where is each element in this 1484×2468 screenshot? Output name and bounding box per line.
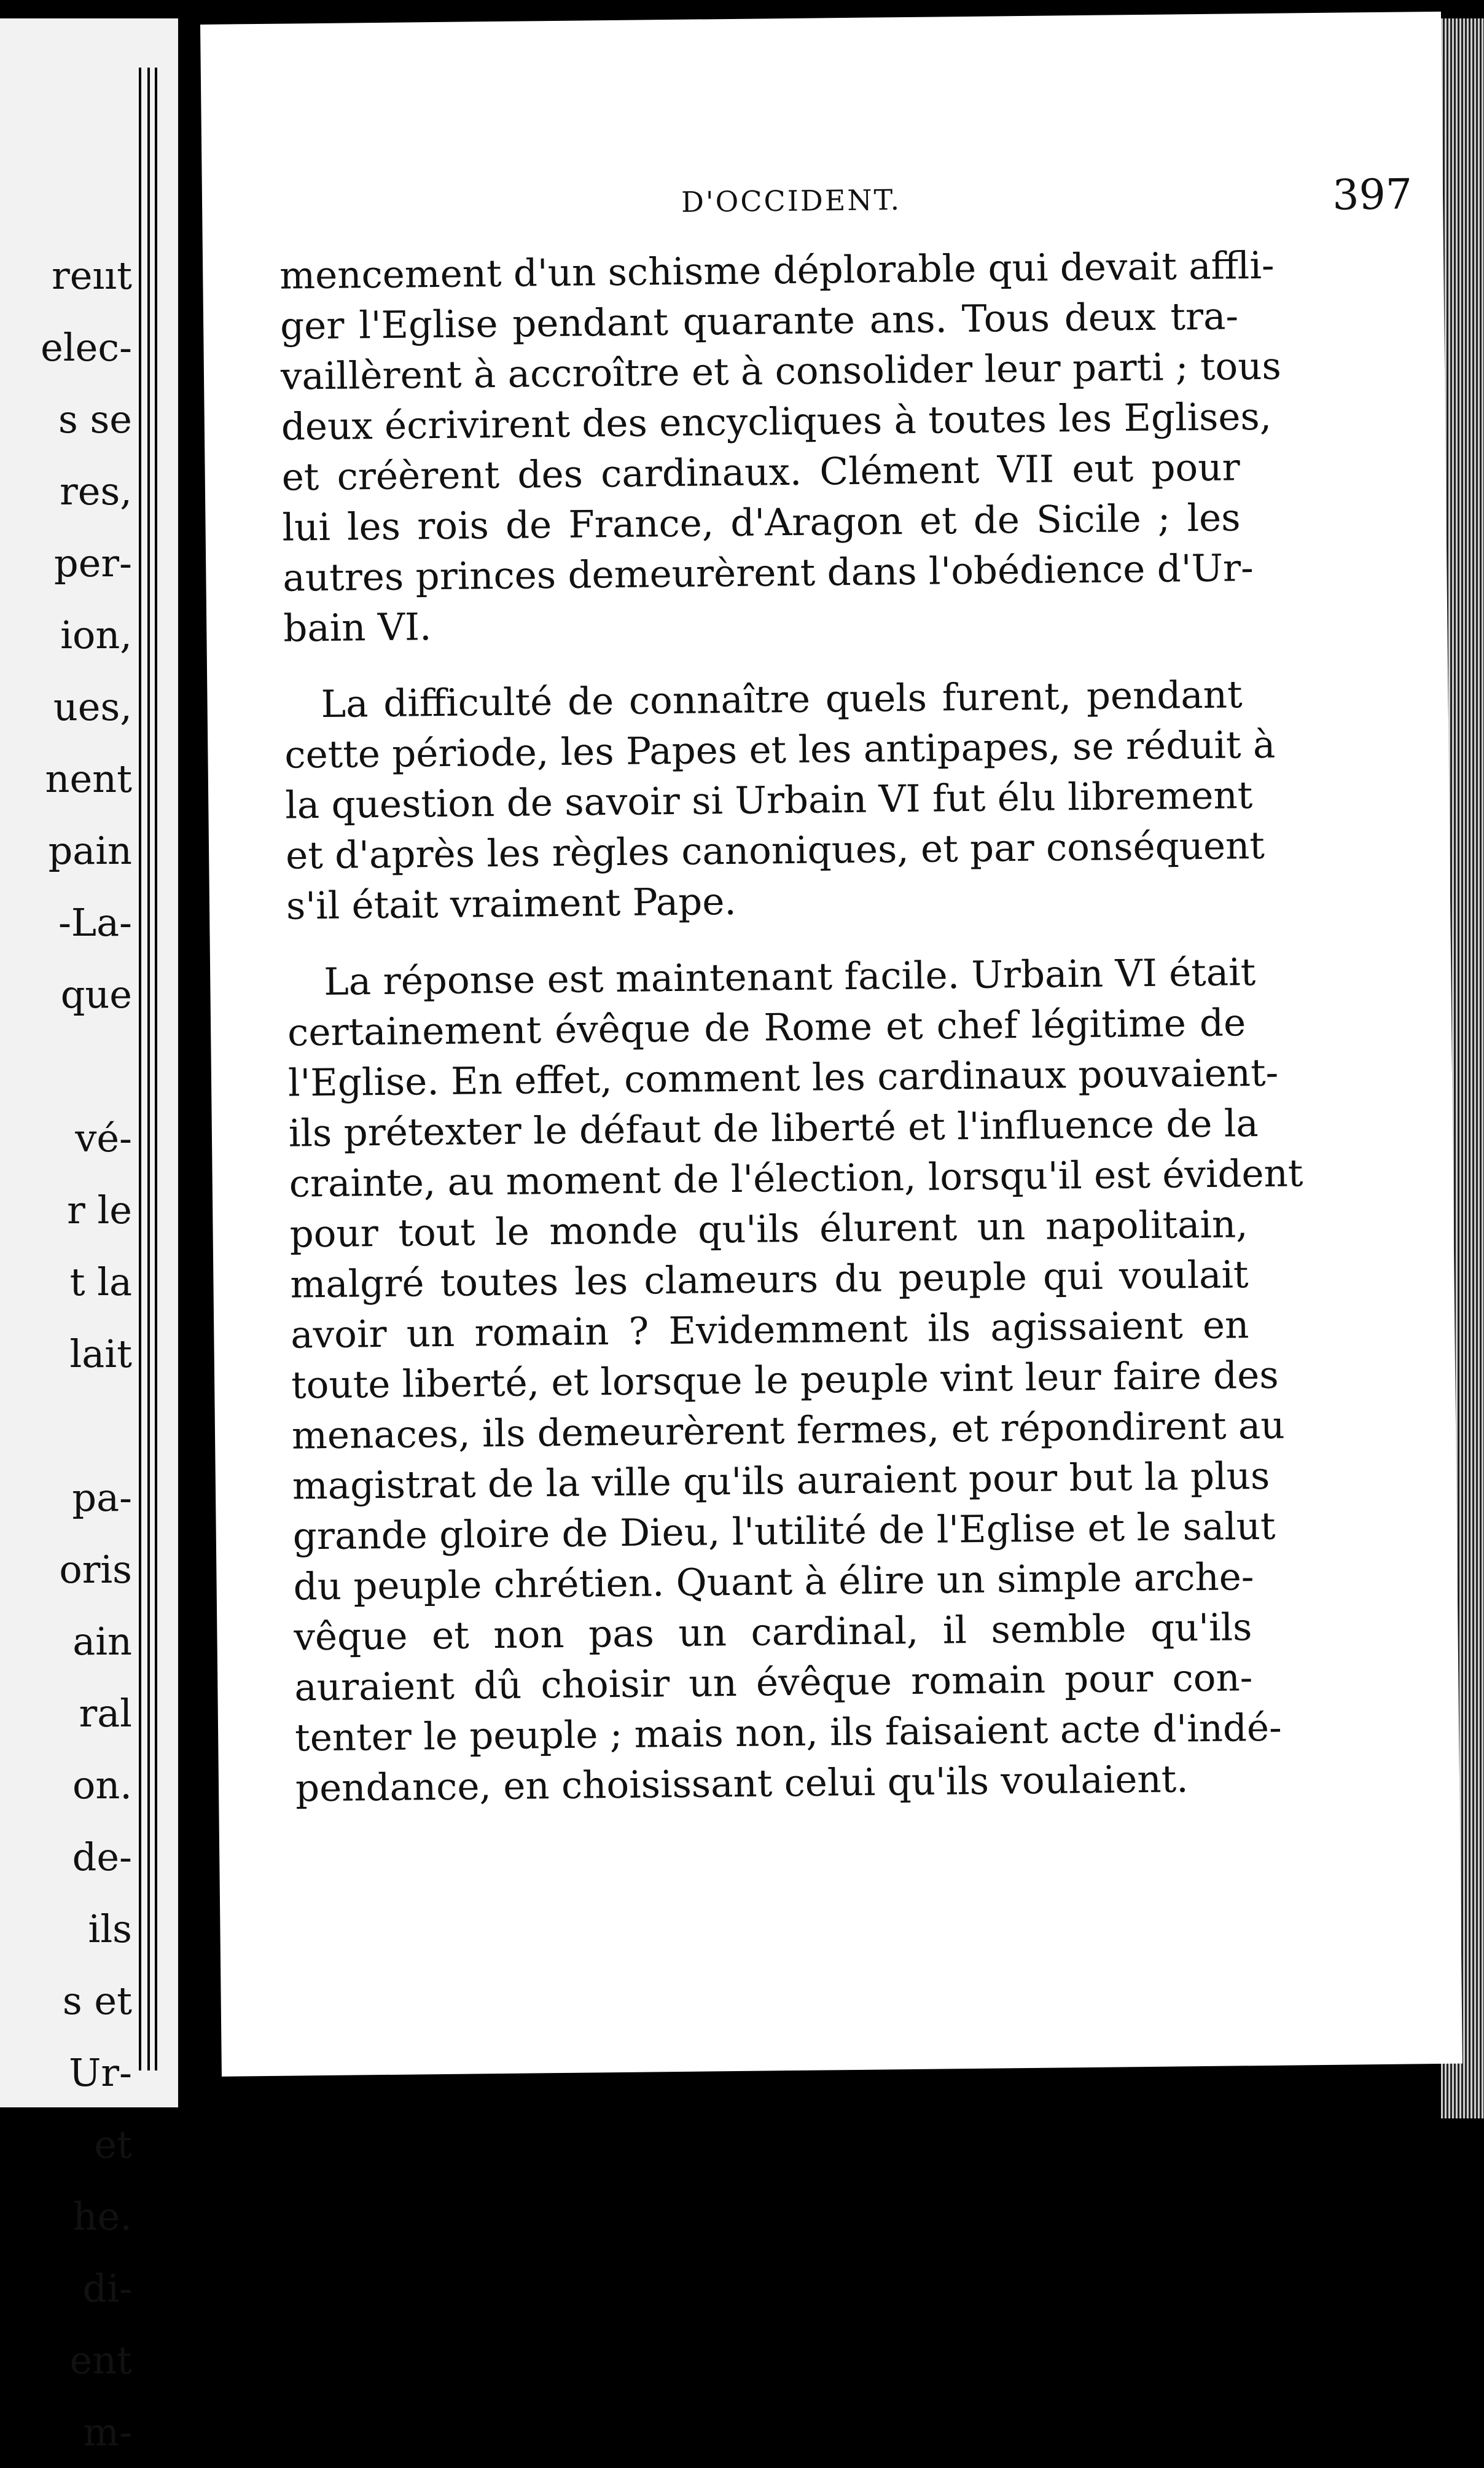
left-fragment: lait xyxy=(69,1331,132,1376)
left-fragment: ain xyxy=(72,1619,132,1664)
left-fragment: s et xyxy=(62,1978,132,2023)
left-fragment: ral xyxy=(79,1691,132,1736)
left-fragment: elec- xyxy=(41,325,132,370)
left-fragment: ues, xyxy=(53,684,132,729)
left-fragment: -La- xyxy=(58,900,132,945)
left-fragment: que xyxy=(60,972,132,1017)
left-fragment xyxy=(0,1390,132,1462)
left-fragment: ent xyxy=(69,2338,132,2383)
left-facing-page xyxy=(0,18,178,2454)
page-header xyxy=(202,170,1443,240)
text-line: l'Eglise. En effet, comment les cardinaux pouvaient- xyxy=(287,1051,1279,1105)
text-line: bain VI. xyxy=(283,605,432,651)
text-line: pour tout le monde qu'ils élurent un napolitain, xyxy=(289,1202,1248,1256)
text-line: pendance, en choisissant celui qu'ils voulaient. xyxy=(295,1757,1189,1811)
left-fragment: r le xyxy=(67,1188,132,1232)
left-fragment: t la xyxy=(69,1259,132,1304)
text-line: La difficulté de connaître quels furent, pendant xyxy=(321,673,1243,726)
left-fragment: reııt xyxy=(52,253,132,298)
left-fragment: ion, xyxy=(60,613,132,657)
left-fragment: oris xyxy=(59,1547,132,1592)
text-line: du peuple chrétien. Quant à élire un simple arche- xyxy=(293,1555,1254,1609)
text-line: et d'après les règles canoniques, et par conséquent xyxy=(285,823,1265,878)
body-text xyxy=(279,241,1303,1814)
text-line: cette période, les Papes et les antipapes, se réduit à xyxy=(284,723,1276,777)
left-fragment: pa- xyxy=(72,1475,132,1520)
text-line: avoir un romain ? Evidemment ils agissaient en xyxy=(290,1303,1249,1357)
page-number: 397 xyxy=(1332,170,1413,220)
left-fragment: m- xyxy=(83,2410,132,2454)
left-fragment xyxy=(0,1030,132,1102)
text-line: la question de savoir si Urbain VI fut élu librement xyxy=(284,774,1253,828)
text-line: ger l'Eglise pendant quarante ans. Tous deux tra- xyxy=(279,294,1239,348)
text-line: menaces, ils demeurèrent fermes, et répondirent au xyxy=(291,1403,1285,1458)
left-fragment: nent xyxy=(45,756,132,801)
left-fragment: et xyxy=(94,2122,132,2167)
left-fragment: de- xyxy=(72,1835,132,1879)
text-line: toute liberté, et lorsque le peuple vint leur faire des xyxy=(291,1353,1279,1408)
text-line: La réponse est maintenant facile. Urbain VI était xyxy=(323,950,1256,1004)
left-fragment: ils xyxy=(88,1906,132,1951)
left-fragment: di- xyxy=(82,2266,132,2311)
left-page-line-fragments xyxy=(0,240,132,2468)
left-page-edge xyxy=(139,68,141,2070)
text-line: magistrat de la ville qu'ils auraient pour but la plus xyxy=(292,1454,1270,1508)
left-fragment: on. xyxy=(72,1763,132,1808)
left-fragment: Ur- xyxy=(69,2050,132,2095)
paragraph xyxy=(279,241,1282,654)
running-head: D'OCCIDENT. xyxy=(681,183,902,219)
text-line: deux écrivirent des encycliques à toutes les Eglises, xyxy=(281,394,1272,449)
text-line: et créèrent des cardinaux. Clément VII eut pour xyxy=(281,445,1241,499)
text-line: mencement d'un schisme déplorable qui devait affli- xyxy=(279,243,1275,298)
text-line: grande gloire de Dieu, l'utilité de l'Eglise et le salut xyxy=(292,1504,1276,1559)
left-fragment: per- xyxy=(54,541,132,586)
text-line: certainement évêque de Rome et chef légitime de xyxy=(287,1001,1246,1055)
text-line: auraient dû choisir un évêque romain pour con- xyxy=(294,1656,1253,1710)
text-line: ils prétexter le défaut de liberté et l'influence de la xyxy=(288,1102,1259,1156)
left-fragment: he. xyxy=(72,2194,132,2239)
text-line: vaillèrent à accroître et à consolider leur parti ; tous xyxy=(280,344,1282,399)
text-line: lui les rois de France, d'Aragon et de Sicile ; les xyxy=(282,496,1241,550)
text-line: tenter le peuple ; mais non, ils faisaient acte d'indé- xyxy=(294,1706,1283,1760)
left-fragment: res, xyxy=(60,469,132,514)
page-gutter xyxy=(178,0,200,2118)
left-fragment: s se xyxy=(58,397,132,442)
left-fragment: vé- xyxy=(75,1116,132,1161)
paragraph xyxy=(284,670,1276,931)
text-line: s'il était vraiment Pape. xyxy=(286,879,737,928)
text-line: crainte, au moment de l'élection, lorsqu'il est évident xyxy=(289,1151,1303,1206)
text-line: autres princes demeurèrent dans l'obédience d'Ur- xyxy=(283,546,1254,600)
text-line: malgré toutes les clameurs du peuple qui voulait xyxy=(290,1253,1249,1307)
paragraph xyxy=(287,947,1303,1814)
book-page xyxy=(200,12,1463,2077)
left-fragment: pain xyxy=(48,828,132,873)
text-line: vêque et non pas un cardinal, il semble qu'ils xyxy=(294,1605,1252,1659)
